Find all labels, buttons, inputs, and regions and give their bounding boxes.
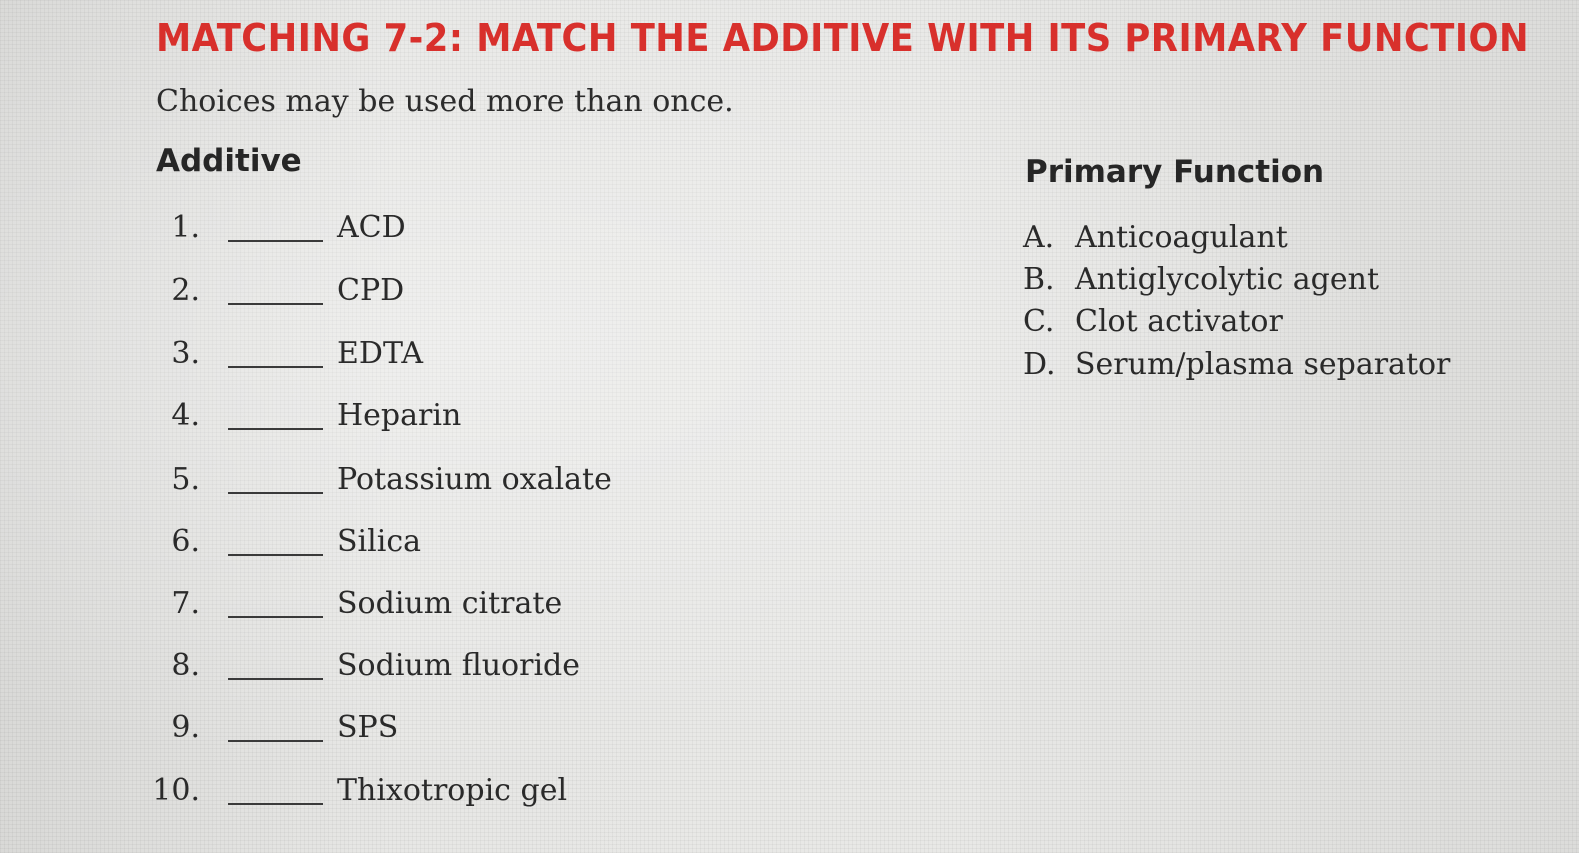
- function-column-heading: Primary Function: [1025, 154, 1325, 190]
- item-number: 10.: [152, 773, 200, 808]
- function-choice: [1023, 262, 1379, 300]
- additive-name: CPD: [337, 273, 405, 308]
- additive-name: Thixotropic gel: [337, 773, 568, 808]
- item-number: 8.: [171, 648, 200, 683]
- answer-blank[interactable]: [228, 803, 323, 805]
- additive-item: [150, 336, 670, 376]
- item-number: 5.: [171, 462, 200, 497]
- item-number: 1.: [171, 210, 200, 245]
- additive-name: Heparin: [337, 398, 462, 433]
- additive-name: ACD: [337, 210, 406, 245]
- answer-blank[interactable]: [228, 240, 323, 242]
- item-number: 6.: [171, 524, 200, 559]
- function-choice: [1023, 220, 1288, 258]
- additive-column-heading: Additive: [156, 143, 302, 179]
- choice-text: Clot activator: [1075, 304, 1283, 339]
- additive-name: SPS: [337, 710, 399, 745]
- additive-name: Potassium oxalate: [337, 462, 612, 497]
- additive-item: [150, 773, 670, 813]
- choice-text: Anticoagulant: [1075, 220, 1288, 255]
- answer-blank[interactable]: [228, 303, 323, 305]
- choice-letter: A.: [1023, 220, 1055, 255]
- item-number: 2.: [171, 273, 200, 308]
- additive-name: Sodium fluoride: [337, 648, 581, 683]
- additive-item: [150, 586, 670, 626]
- answer-blank[interactable]: [228, 678, 323, 680]
- choice-letter: C.: [1023, 304, 1055, 339]
- additive-item: [150, 210, 670, 250]
- instructions: Choices may be used more than once.: [156, 84, 734, 119]
- answer-blank[interactable]: [228, 554, 323, 556]
- item-number: 4.: [171, 398, 200, 433]
- answer-blank[interactable]: [228, 492, 323, 494]
- item-number: 3.: [171, 336, 200, 371]
- page-title: MATCHING 7-2: MATCH THE ADDITIVE WITH ITS PRIMARY FUNCTION: [156, 16, 1530, 60]
- choice-letter: D.: [1023, 347, 1056, 382]
- choice-letter: B.: [1023, 262, 1055, 297]
- choice-text: Antiglycolytic agent: [1075, 262, 1379, 297]
- additive-item: [150, 524, 670, 564]
- answer-blank[interactable]: [228, 428, 323, 430]
- additive-item: [150, 398, 670, 438]
- additive-item: [150, 710, 670, 750]
- answer-blank[interactable]: [228, 740, 323, 742]
- additive-item: [150, 648, 670, 688]
- item-number: 7.: [171, 586, 200, 621]
- additive-item: [150, 462, 670, 502]
- answer-blank[interactable]: [228, 616, 323, 618]
- additive-item: [150, 273, 670, 313]
- function-choice: [1023, 304, 1283, 342]
- choice-text: Serum/plasma separator: [1075, 347, 1451, 382]
- additive-name: EDTA: [337, 336, 423, 371]
- function-choice: [1023, 347, 1450, 385]
- item-number: 9.: [171, 710, 200, 745]
- additive-name: Silica: [337, 524, 422, 559]
- answer-blank[interactable]: [228, 366, 323, 368]
- additive-name: Sodium citrate: [337, 586, 563, 621]
